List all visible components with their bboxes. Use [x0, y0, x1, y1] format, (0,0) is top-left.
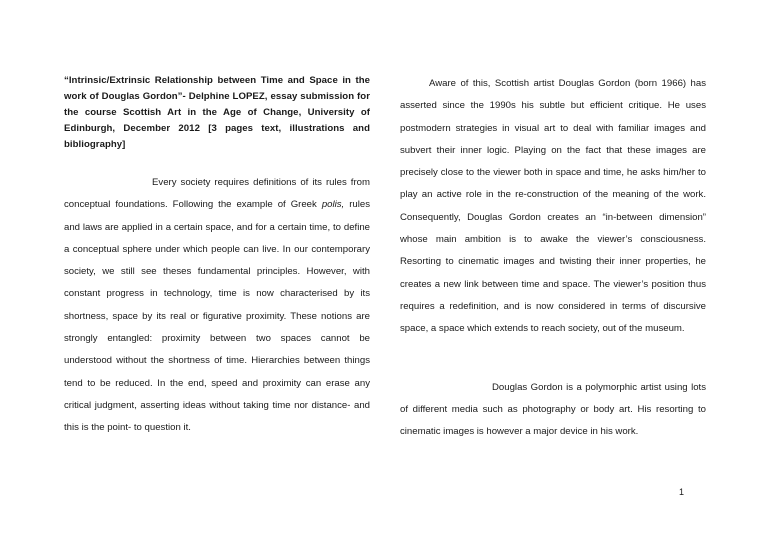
left-column [64, 73, 370, 440]
media-paragraph: Douglas Gordon is a polymorphic artist using lots of different media such as photography or body art. His resorting to cinematic images is however a major device in his work. [400, 381, 706, 438]
context-paragraph: Aware of this, Scottish artist Douglas Gordon (born 1966) has asserted since the 1990s his subtle but efficient critique. He uses postmodern strategies in visual art to deal with familiar images and subvert their inner logic. Playing on the fact that these images are precisely close to the viewer both in space and time, he asks him/her to play an active role in the re-construction of the meaning of the work. Consequently, Douglas Gordon creates an “in-between dimension” whose main ambition is to awake the viewer’s consciousness. Resorting to cinematic images and twisting their inner properties, he creates a new link between time and space. The viewer’s position thus requires a redefinition, and is now considered in terms of discursive space, a space which extends to reach society, out of the museum. [400, 78, 706, 335]
intro-paragraph [64, 172, 370, 440]
heading-spacer [64, 153, 370, 172]
right-column [400, 73, 706, 443]
intro-italic-term: polis, [321, 199, 345, 211]
page-number: 1 [678, 487, 684, 497]
essay-heading: “Intrinsic/Extrinsic Relationship between Time and Space in the work of Douglas Gordon”- Delphine LOPEZ, essay submission for the course Scottish Art in the Age of Change, University of Edinburgh, December 2012 [3 pages text, illustrations and bibliography] [64, 75, 370, 150]
intro-text-end: rules and laws are applied in a certain space, and for a certain time, to define a conceptual sphere under which people can live. In our contemporary society, we still see theses fundamental principles. However, with constant progress in technology, time is now characterised by its shortness, space by its real or figurative proximity. These notions are strongly entangled: proximity between two spaces cannot be understood without the shortness of time. Hierarchies between things tend to be reduced. In the end, speed and proximity can erase any critical judgment, asserting ideas without taking time nor distance- and this is the point- to question it. [64, 199, 370, 434]
intro-text-start: Every society requires definitions of its rules from conceptual foundations. Following the example of Greek [64, 177, 370, 211]
paragraph-spacer [400, 341, 706, 377]
